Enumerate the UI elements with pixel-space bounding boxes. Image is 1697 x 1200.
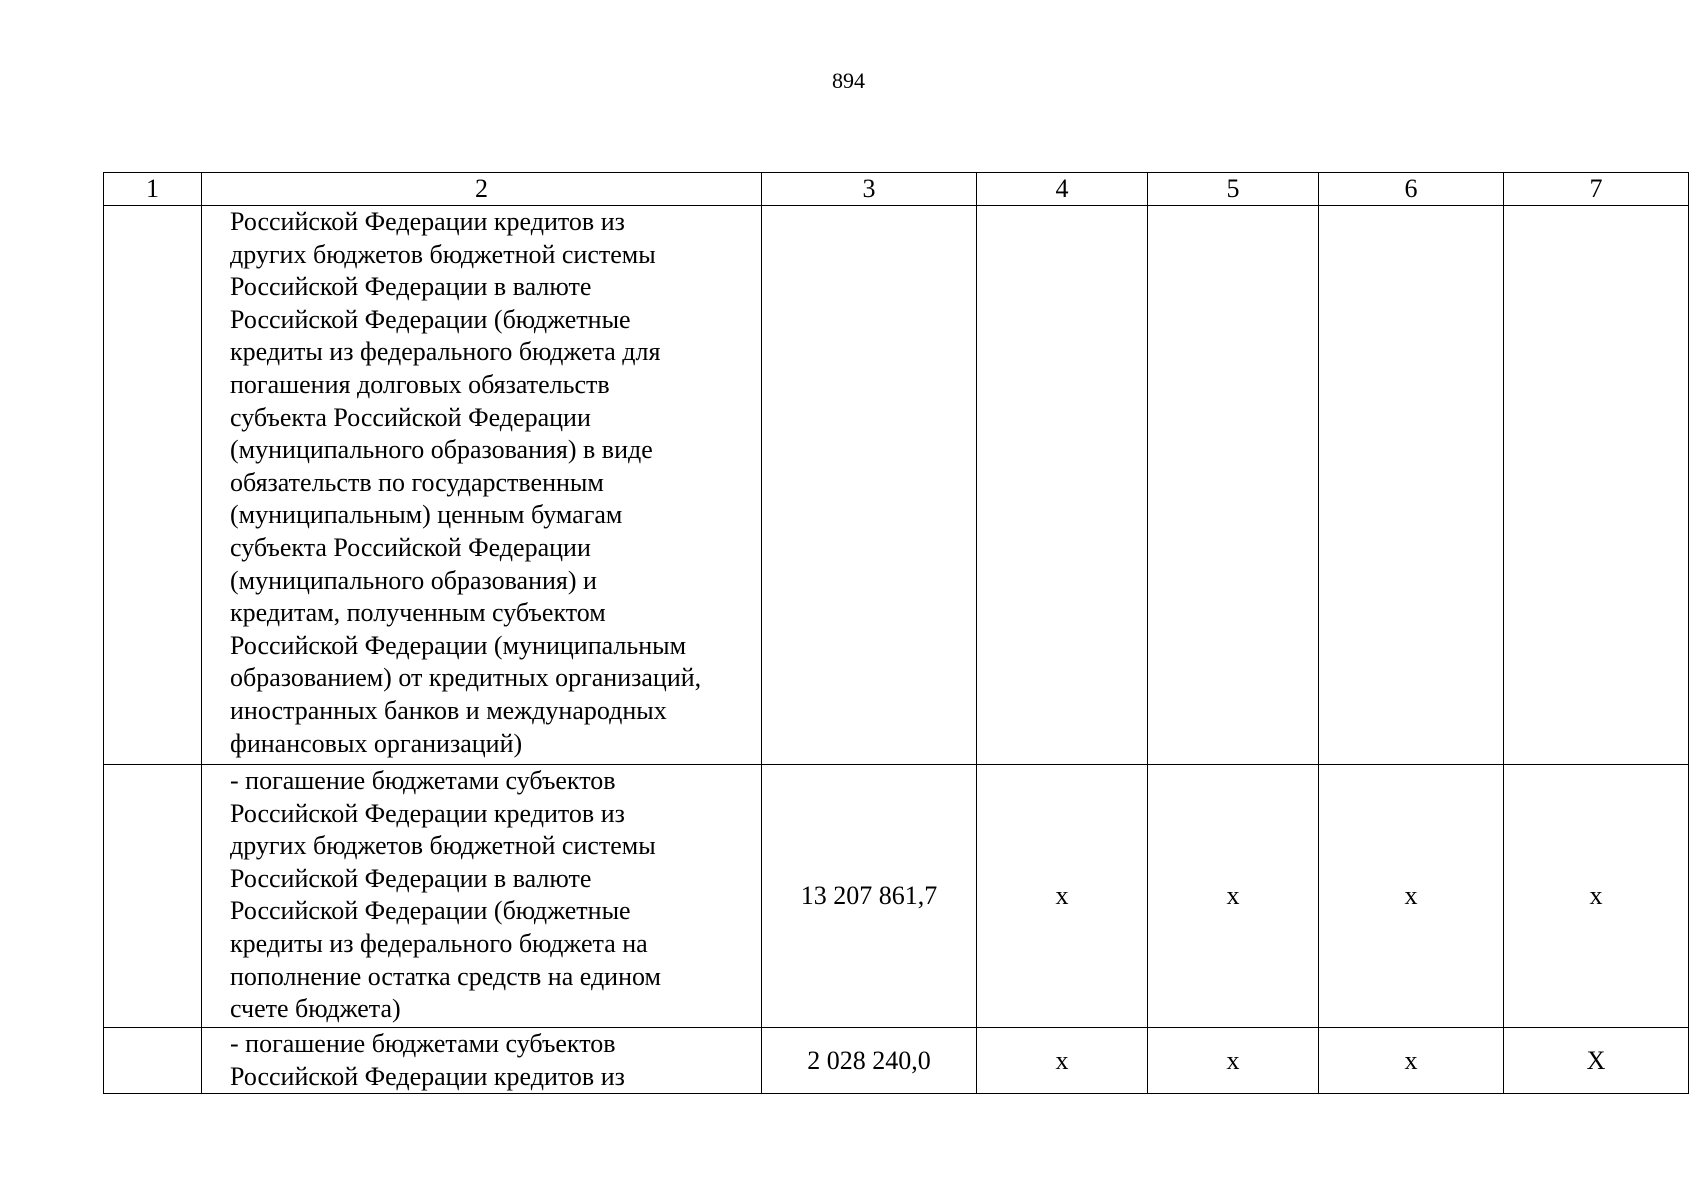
line: Российской Федерации кредитов из [230,1061,625,1091]
line: Российской Федерации (муниципальным [230,630,687,660]
value-cell-col7 [1504,206,1689,765]
description-cell [202,1028,762,1094]
value-cell-col6: x [1319,1028,1504,1094]
table-row [104,765,1689,1028]
value-cell-col4: x [977,1028,1148,1094]
description-cell [202,765,762,1028]
line: кредитам, полученным субъектом [230,598,606,628]
line: - погашение бюджетами субъектов [230,1029,616,1058]
header-cell-2: 2 [202,173,762,206]
line: Российской Федерации (бюджетные [230,304,631,334]
value-cell-col5 [1148,206,1319,765]
table-row [104,1028,1689,1094]
line: Российской Федерации кредитов из [230,798,625,828]
line: Российской Федерации в валюте [230,272,592,302]
line: пополнение остатка средств на едином [230,961,661,991]
value-cell-col6: x [1319,765,1504,1028]
line: субъекта Российской Федерации [230,402,591,432]
value-cell-col7: X [1504,1028,1689,1094]
value-cell-col4: x [977,765,1148,1028]
line: Российской Федерации (бюджетные [230,896,631,926]
header-cell-3: 3 [762,173,977,206]
row-number-cell [104,206,202,765]
row-number-cell [104,1028,202,1094]
header-cell-6: 6 [1319,173,1504,206]
row-number-cell [104,765,202,1028]
header-cell-4: 4 [977,173,1148,206]
header-cell-1: 1 [104,173,202,206]
line: счете бюджета) [230,994,401,1024]
value-cell-col6 [1319,206,1504,765]
header-row [104,173,1689,206]
line: других бюджетов бюджетной системы [230,831,656,861]
budget-table [103,172,1689,1094]
line: погашения долговых обязательств [230,369,610,399]
line: (муниципальным) ценным бумагам [230,500,623,530]
description-cell [202,206,762,765]
value-cell-col5: x [1148,1028,1319,1094]
line: (муниципального образования) и [230,565,597,595]
line: субъекта Российской Федерации [230,532,591,562]
amount-cell: 2 028 240,0 [762,1028,977,1094]
line: Российской Федерации в валюте [230,863,592,893]
line: других бюджетов бюджетной системы [230,239,656,269]
line: кредиты из федерального бюджета для [230,337,661,367]
value-cell-col5: x [1148,765,1319,1028]
line: кредиты из федерального бюджета на [230,928,648,958]
amount-cell: 13 207 861,7 [762,765,977,1028]
line: - погашение бюджетами субъектов [230,766,616,795]
line: иностранных банков и международных [230,695,667,725]
page-number: 894 [832,68,865,93]
header-cell-7: 7 [1504,173,1689,206]
line: обязательств по государственным [230,467,604,497]
line: (муниципального образования) в виде [230,435,653,465]
amount-cell [762,206,977,765]
line: Российской Федерации кредитов из [230,207,625,236]
value-cell-col4 [977,206,1148,765]
table-row [104,206,1689,765]
line: финансовых организаций) [230,728,523,758]
header-cell-5: 5 [1148,173,1319,206]
value-cell-col7: x [1504,765,1689,1028]
line: образованием) от кредитных организаций, [230,663,702,693]
